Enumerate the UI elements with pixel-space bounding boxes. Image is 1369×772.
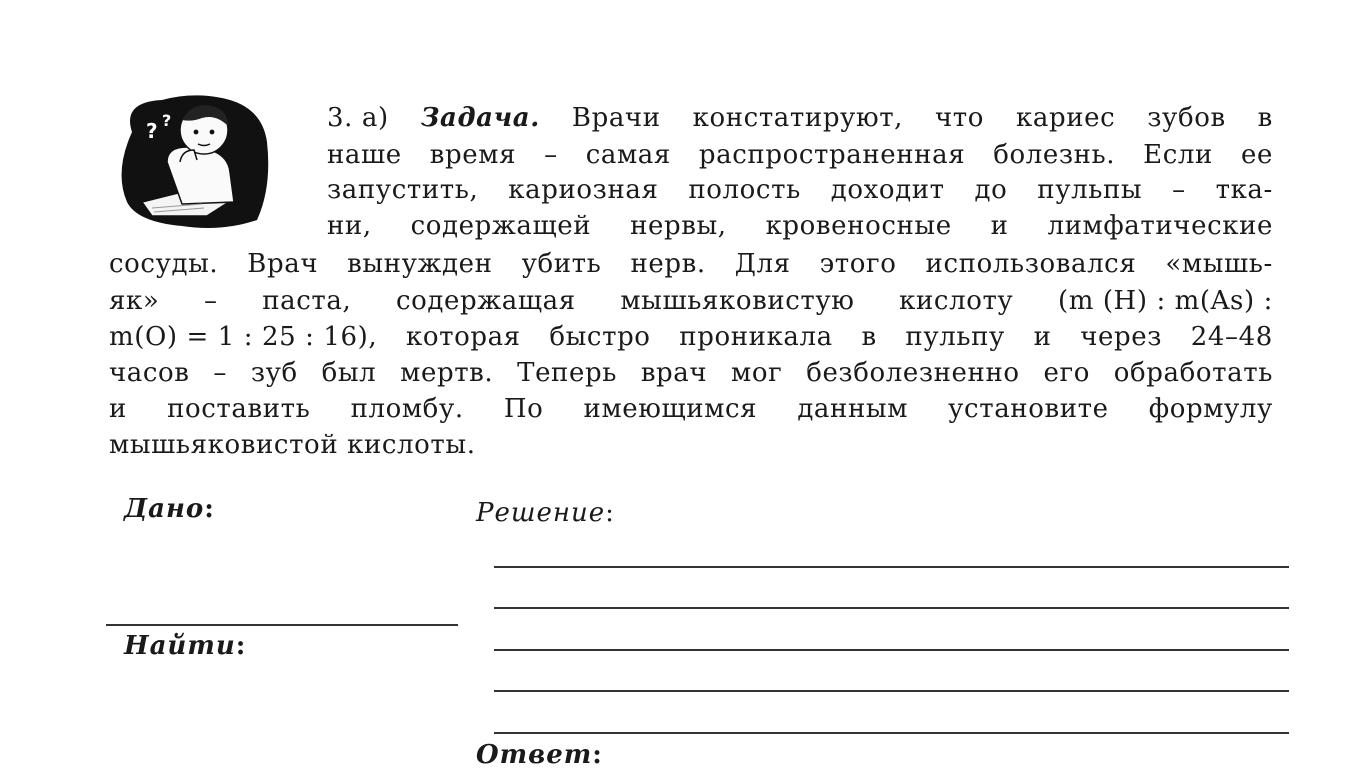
solution-line-3[interactable] bbox=[494, 649, 1289, 651]
find-label: Найти: bbox=[124, 631, 247, 661]
solution-line-1[interactable] bbox=[494, 566, 1289, 568]
task-line-7: m(O) = 1 : 25 : 16), которая быстро проникала в пульпу и через 24–48 bbox=[109, 322, 1273, 352]
given-divider bbox=[106, 624, 458, 626]
task-line-6: як» – паста, содержащая мышьяковистую кислоту (m (H) : m(As) : bbox=[109, 286, 1273, 316]
task-line-1: 3. а) Задача. Врачи констатируют, что кариес зубов в bbox=[327, 103, 1273, 133]
task-line-3: запустить, кариозная полость доходит до пульпы – тка- bbox=[327, 175, 1273, 205]
thinking-student-illustration bbox=[112, 92, 272, 232]
solution-label: Решение: bbox=[476, 498, 615, 528]
solution-line-5[interactable] bbox=[494, 732, 1289, 734]
task-title: Задача. bbox=[420, 103, 540, 133]
task-line-5: сосуды. Врач вынужден убить нерв. Для этого использовался «мышь- bbox=[109, 249, 1273, 279]
task-line-10: мышьяковистой кислоты. bbox=[109, 430, 476, 460]
svg-text:?: ? bbox=[146, 119, 158, 143]
task-line-8: часов – зуб был мертв. Теперь врач мог безболезненно его обработать bbox=[109, 358, 1273, 388]
ratio-formula-part-1: (m (H) : m(As) : bbox=[1057, 286, 1273, 316]
solution-line-4[interactable] bbox=[494, 690, 1289, 692]
task-line-9: и поставить пломбу. По имеющимся данным установите формулу bbox=[109, 394, 1273, 424]
task-number: 3. а) bbox=[327, 103, 389, 133]
task-line-2: наше время – самая распространенная болезнь. Если ее bbox=[327, 140, 1273, 170]
svg-text:?: ? bbox=[162, 111, 172, 130]
ratio-formula-part-2: m(O) = 1 : 25 : 16), bbox=[109, 322, 378, 352]
given-label: Дано: bbox=[124, 494, 215, 524]
answer-label: Ответ: bbox=[476, 740, 603, 770]
task-line-4: ни, содержащей нервы, кровеносные и лимфатические bbox=[327, 211, 1273, 241]
solution-line-2[interactable] bbox=[494, 607, 1289, 609]
